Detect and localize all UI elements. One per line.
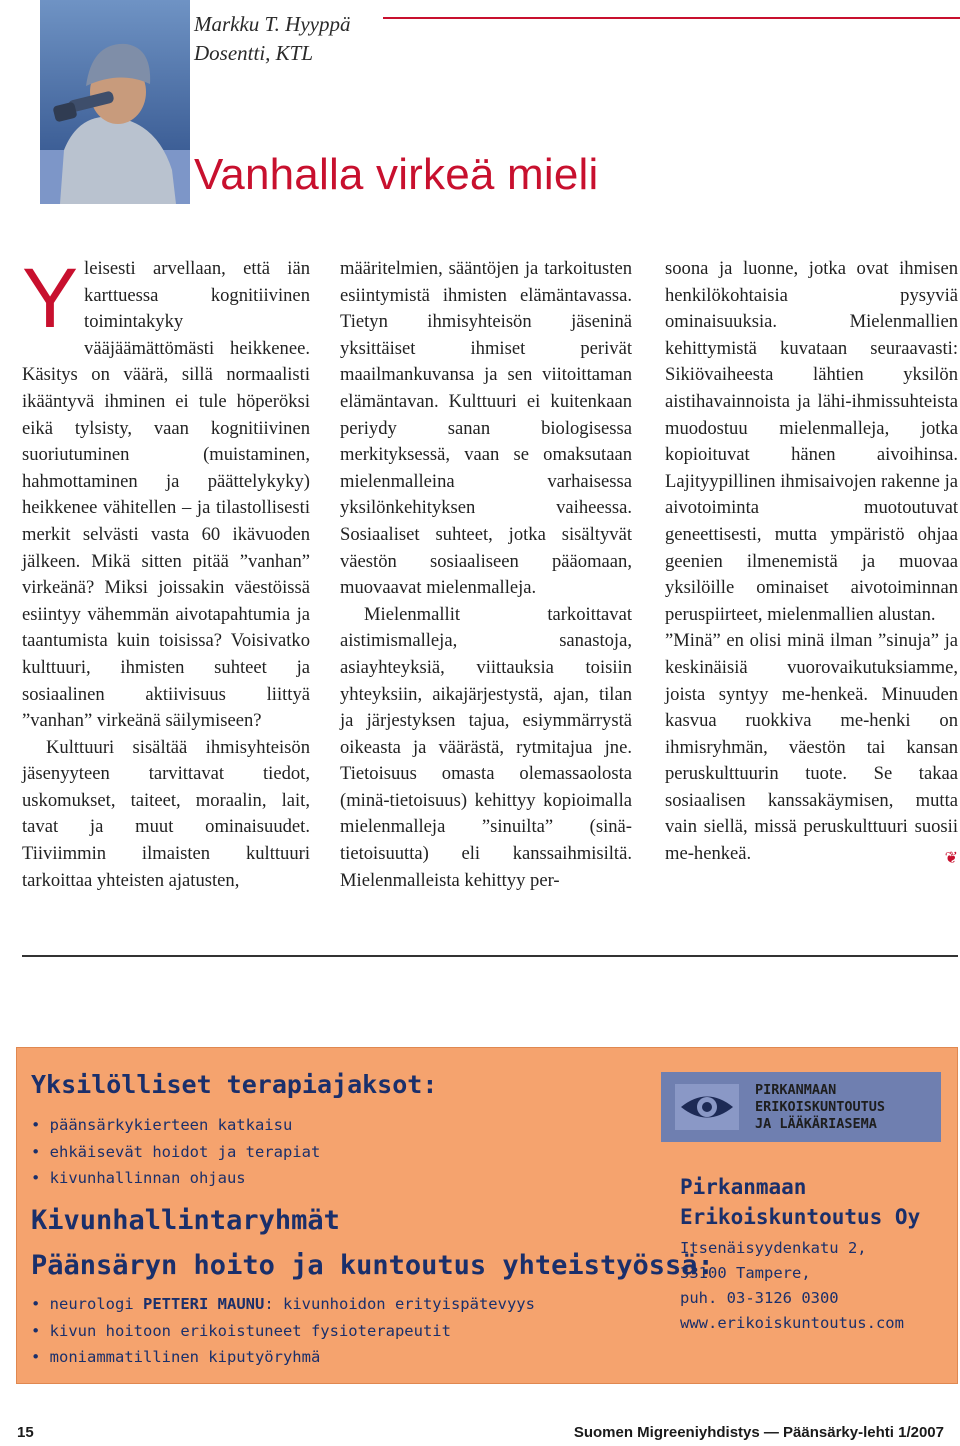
paragraph: Kulttuuri sisältää ihmisyhteisön jäsenyyteen tarvittavat tiedot, uskomukset, taiteet, moraalin, lait, tavat ja muut ominaisuudet. Tiiviimmin ilmaisten kulttuuri tarkoittaa yhteisten ajatusten, [22, 736, 310, 891]
paragraph-text: ”Minä” en olisi minä ilman ”sinuja” ja keskinäisiä vuorovaikutuksiamme, joista syntyy me-henkeä. Minuuden kasvua ruokkiva me-henki on ihmisryhmän, väestön tai kansan peruskulttuurin tuote. Se takaa sosiaalisen kanssakäymisen, mutta vain siellä, missä peruskulttuuri suosii me-henkeä. [665, 630, 958, 865]
list-item-prefix: neurologi [49, 1295, 143, 1313]
author-photo-image [40, 0, 190, 204]
list-item: • moniammatillinen kiputyöryhmä [31, 1344, 535, 1371]
ad-therapy-list [31, 1112, 320, 1192]
publication-name: Suomen Migreeniyhdistys — Päänsärky-lehti 1/2007 [573, 1424, 944, 1441]
list-item: • kivun hoitoon erikoistuneet fysioterapeutit [31, 1318, 535, 1345]
paragraph [665, 628, 958, 867]
paragraph: Mielenmallit tarkoittavat aistimismalleja, sanastoja, asiayhteyksiä, viittauksia toisiin yhteyksiin, aikajärjestystä, ajan, tilan ja järjestyksen tajua, esiymmärrystä oikeasta ja väärästä, rytmitajua jne. Tietoisuus omasta olemassaolosta (minä-tietoisuus) kehittyy kopioimalla mielenmalleja ”sinuilta” (sinä-tietoisuutta) eli kanssaihmisiltä. Mielenmalleista kehittyy per- [340, 603, 632, 891]
article-title: Vanhalla virkeä mieli [194, 150, 599, 199]
author-title: Dosentti, KTL [194, 41, 314, 65]
author-name: Markku T. Hyyppä [194, 12, 351, 36]
logo-line: JA LÄÄKÄRIASEMA [755, 1116, 877, 1132]
list-item: • ehkäisevät hoidot ja terapiat [31, 1139, 320, 1166]
author-photo [40, 0, 190, 204]
list-item [31, 1291, 535, 1318]
header-rule [383, 17, 960, 19]
end-mark-icon: ❦ [944, 848, 958, 868]
logo-line: ERIKOISKUNTOUTUS [755, 1099, 886, 1115]
drop-cap: Y [22, 251, 79, 345]
logo-line: PIRKANMAAN [755, 1082, 837, 1098]
company-name-line1: Pirkanmaan [680, 1175, 807, 1199]
article-divider [22, 955, 958, 957]
ad-heading-groups: Kivunhallintaryhmät [31, 1205, 340, 1236]
list-item: • päänsärkykierteen katkaisu [31, 1112, 320, 1139]
company-name-line2: Erikoiskuntoutus Oy [680, 1205, 921, 1229]
ad-cooperation-list [31, 1291, 535, 1371]
company-logo [661, 1072, 941, 1142]
company-address: Itsenäisyydenkatu 2, [680, 1239, 867, 1257]
article-column-2 [340, 256, 632, 894]
article-column-3 [665, 256, 958, 872]
paragraph: soona ja luonne, jotka ovat ihmisen henkilökohtaisia pysyviä ominaisuuksia. Mielenmallien kehittymistä kuvataan seuraavasti: Sikiövaiheesta lähtien yksilön aistihavainnoista ja lähi-ihmissuhteista muodostuu mielenmalleja, jotka kopioituvat hänen aivoihinsa. Lajityypillinen ihmisaivojen rakenne ja aivotoiminta muotoutuvat geneettisesti, mutta ympäristö ohjaa geenien ilmenemistä ja muovaa yksilöille ominaiset aivotoiminnan peruspiirteet, mielenmallien alustan. [665, 258, 958, 625]
advertisement [16, 1047, 958, 1384]
list-item: • kivunhallinnan ohjaus [31, 1165, 320, 1192]
company-contact [680, 1172, 920, 1336]
list-item-suffix: : kivunhoidon erityispätevyys [264, 1295, 535, 1313]
paragraph: määritelmien, sääntöjen ja tarkoitusten esiintymistä ihmisten elämäntavassa. Tietyn ihmisyhteisön jäseninä yksittäiset ihmiset perivät maailmankuvansa ja sen viitoittaman elämäntavan. Kulttuuri ei kuitenkaan periydy sanan biologisessa merkityksessä, vaan se omaksutaan mielenmalleina varhaisessa yksilönkehityksen vaiheessa. Sosiaaliset suhteet, jotka sisältyvät väestön sosiaaliseen pääomaan, muovaavat mielenmalleja. [340, 258, 632, 599]
eye-logo-icon [667, 1072, 747, 1142]
ad-heading-cooperation: Päänsäryn hoito ja kuntoutus yhteistyössä: [31, 1250, 714, 1281]
ad-heading-therapy: Yksilölliset terapiajaksot: [31, 1070, 438, 1099]
article-column-1 [22, 251, 310, 894]
paragraph-text: leisesti arvellaan, että iän karttuessa kognitiivinen toimintakyky vääjäämättömästi heikkenee. Käsitys on väärä, sillä normaalisti ikääntyvä ihminen ei tule höperöksi eikä tylsisty, vaan kognitiivinen suoriutuminen (muistaminen, hahmottaminen ja päättelykyky) heikkenee vähitellen – ja tilastollisesti merkit selvästi vasta 60 ikävuoden jälkeen. Mikä sitten pitää ”vanhan” virkeänä? Miksi joissakin väestöissä esiintyy vähemmän aivotapahtumia ja taantumista kuin toisissa? Voisivatko kulttuuri, ihmisten suhteet ja sosiaalinen aktiivisuus liittyä ”vanhan” virkeänä säilymiseen? [22, 258, 310, 732]
company-phone: puh. 03-3126 0300 [680, 1289, 839, 1307]
company-website: www.erikoiskuntoutus.com [680, 1314, 904, 1332]
author-byline [194, 10, 351, 68]
neurologist-name: PETTERI MAUNU [143, 1295, 265, 1313]
company-city: 33100 Tampere, [680, 1264, 811, 1282]
page-number: 15 [17, 1424, 34, 1441]
paragraph [22, 251, 310, 735]
logo-text [755, 1082, 885, 1133]
